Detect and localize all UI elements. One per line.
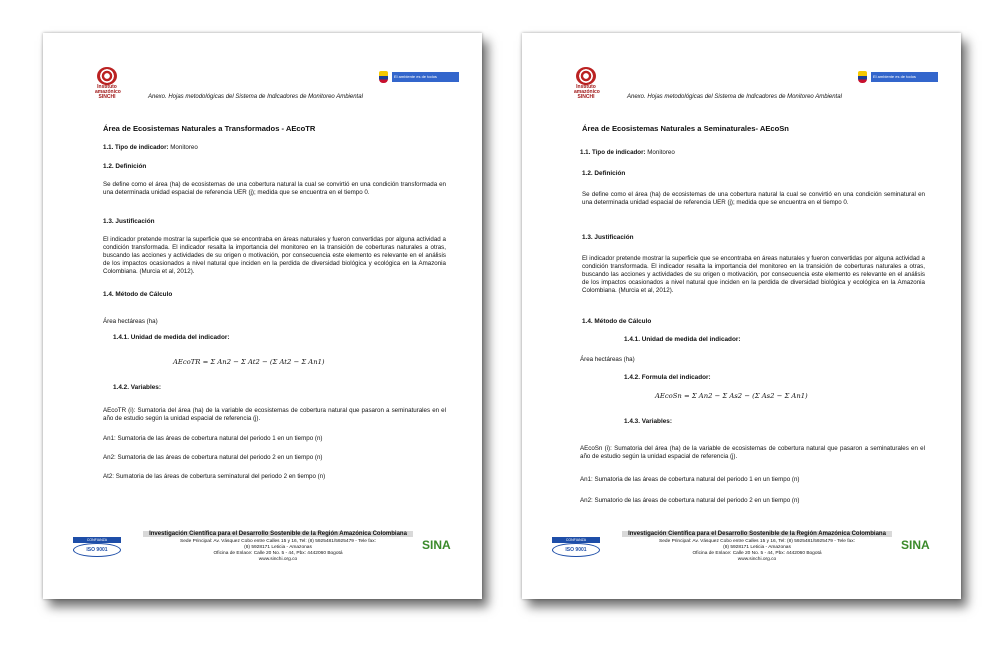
sina-logo: SINA (422, 538, 451, 552)
sinchi-emblem-icon (97, 67, 117, 85)
colombia-crest-icon (858, 71, 867, 83)
section-1-3-heading: 1.3. Justificación (103, 218, 155, 225)
section-1-2-heading: 1.2. Definición (582, 170, 626, 177)
footer-address (143, 539, 413, 563)
section-1-4-1-heading: 1.4.1. Unidad de medida del indicador: (113, 334, 230, 341)
justification-text: El indicador pretende mostrar la superficie que se encontraba en áreas naturales y fueron convertidas por alguna actividad a condición transformada. El indicador resalta la importancia del monitoreo en la transición de coberturas naturales a otras, buscando las acciones y actividades de su origen o motivación, por consecuencia este elemento es relevante en el análisis de los impactos ocasionados a nivel natural que inciden en la perdida de diversidad biológica y ecológica en la Amazonia Colombiana. (Murcia et al, 2012). (582, 255, 925, 294)
gov-label: El ambiente es de todos (871, 72, 938, 82)
units-text: Área hectáreas (ha) (103, 318, 158, 325)
variable-2: An1: Sumatoria de las áreas de cobertura natural del periodo 1 en un tiempo (n) (103, 435, 323, 442)
sinchi-logo (574, 67, 598, 103)
section-1-4-2-heading: 1.4.2. Formula del indicador: (624, 374, 711, 381)
document-page-left (43, 33, 482, 599)
formula: AEcoTR = Σ An2 − Σ At2 − (Σ At2 − Σ An1) (173, 358, 325, 366)
sinchi-logo (95, 67, 119, 103)
footer-title: Investigación Científica para el Desarrollo Sostenible de la Región Amazónica Colombiana (143, 531, 413, 537)
page-header-subtitle: Anexo. Hojas metodológicas del Sistema de Indicadores de Monitoreo Ambiental (627, 94, 842, 100)
definition-text: Se define como el área (ha) de ecosistemas de una cobertura natural la cual se convirtió en una condición transformada en una determinada unidad espacial de referencia UER (j); medida que se encuentra en el tiempo 0. (103, 181, 446, 196)
variable-3: An2: Sumatorio de las áreas de cobertura natural del periodo 2 en un tiempo (n) (580, 497, 800, 504)
variable-4: At2: Sumatoria de las áreas de cobertura seminatural del periodo 2 en tiempo (n) (103, 473, 326, 480)
iso-certification-badge (73, 537, 121, 557)
iso-top-label: CONFIANZA (73, 537, 121, 543)
sinchi-emblem-icon (576, 67, 596, 85)
logo-line-2: amazónico (95, 89, 121, 95)
section-1-4-2-heading: 1.4.2. Variables: (113, 384, 161, 391)
section-1-1-label: 1.1. Tipo de indicador: (103, 144, 169, 151)
page-header-subtitle: Anexo. Hojas metodológicas del Sistema de Indicadores de Monitoreo Ambiental (148, 94, 363, 100)
logo-line-2: amazónico (574, 89, 600, 95)
gov-label: El ambiente es de todos (392, 72, 459, 82)
page-footer (552, 531, 941, 573)
document-page-right (522, 33, 961, 599)
variable-1: AEcoTR (i): Sumatoria del área (ha) de la variable de ecosistemas de cobertura natural que pasaron a seminaturales en el año de estudio según la unidad espacial de referencia (j). (103, 407, 446, 422)
variable-3: An2: Sumatoria de las áreas de cobertura natural del periodo 2 en un tiempo (n) (103, 454, 323, 461)
iso-certification-badge (552, 537, 600, 557)
government-logo (379, 70, 459, 84)
colombia-crest-icon (379, 71, 388, 83)
variable-2: An1: Sumatoria de las áreas de cobertura natural del periodo 1 en un tiempo (n) (580, 476, 800, 483)
footer-line-3: Oficina de Enlace: Calle 20 No. 5 - 44, Pbx: 4442060 Bogotá (213, 551, 343, 556)
formula: AEcoSn = Σ An2 − Σ As2 − (Σ As2 − Σ An1) (655, 392, 808, 400)
footer-address (622, 539, 892, 563)
section-1-4-1-heading: 1.4.1. Unidad de medida del indicador: (624, 336, 741, 343)
iso-top-label: CONFIANZA (552, 537, 600, 543)
logo-line-3: SINCHI (98, 94, 116, 100)
section-1-2-heading: 1.2. Definición (103, 163, 147, 170)
footer-title: Investigación Científica para el Desarrollo Sostenible de la Región Amazónica Colombiana (622, 531, 892, 537)
logo-line-3: SINCHI (577, 94, 595, 100)
section-1-1 (103, 144, 446, 152)
section-1-1-value: Monitoreo (645, 149, 675, 156)
logo-line-1: Instituto (576, 84, 596, 90)
units-text: Área hectáreas (ha) (580, 356, 635, 363)
section-1-4-heading: 1.4. Método de Cálculo (103, 291, 173, 298)
section-1-1-label: 1.1. Tipo de indicador: (580, 149, 646, 156)
sina-logo: SINA (901, 538, 930, 552)
footer-line-3: Oficina de Enlace: Calle 20 No. 5 - 44, Pbx: 4442060 Bogotá (692, 551, 822, 556)
section-1-4-heading: 1.4. Método de Cálculo (582, 318, 652, 325)
footer-line-4: www.sinchi.org.co (737, 557, 777, 562)
variable-1: AEcoSn (i): Sumatoria del área (ha) de la variable de ecosistemas de cobertura natural que pasaron a seminaturales en el año de estudio según la unidad espacial de referencia (j). (580, 445, 925, 460)
footer-line-4: www.sinchi.org.co (258, 557, 298, 562)
section-1-4-3-heading: 1.4.3. Variables: (624, 418, 672, 425)
government-logo (858, 70, 938, 84)
footer-line-1: Sede Principal: Av. Vásquez Cobo entre Calles 15 y 16, Tel: (8) 5925481/5925479 - Tele fax: (180, 539, 376, 544)
iso-label: ISO 9001 (552, 543, 600, 557)
iso-label: ISO 9001 (73, 543, 121, 557)
justification-text: El indicador pretende mostrar la superficie que se encontraba en áreas naturales y fueron convertidas por alguna actividad a condición transformada. El indicador resalta la importancia del monitoreo en la transición de coberturas naturales a otras, buscando las acciones y actividades de su origen o motivación, por consecuencia este elemento es relevante en el análisis de los impactos ocasionados a nivel natural que inciden en la perdida de diversidad biológica y ecológica en la Amazonia Colombiana. (Murcia et al, 2012). (103, 236, 446, 275)
indicator-title: Área de Ecosistemas Naturales a Transformados - AEcoTR (103, 124, 316, 133)
logo-line-1: Instituto (97, 84, 117, 90)
definition-text: Se define como el área (ha) de ecosistemas de una cobertura natural la cual se convirtió en una condición seminatural en una determinada unidad espacial de referencia UER (j); medida que se encuentra en el tiempo 0. (582, 191, 925, 206)
footer-line-2: (8) 5928171 Leticia - Amazonas (723, 545, 791, 550)
page-footer (73, 531, 462, 573)
footer-line-1: Sede Principal: Av. Vásquez Cobo entre Calles 15 y 16, Tel: (8) 5925481/5925479 - Tele fax: (659, 539, 855, 544)
section-1-1 (580, 149, 925, 157)
section-1-1-value: Monitoreo (168, 144, 198, 151)
indicator-title: Área de Ecosistemas Naturales a Seminaturales- AEcoSn (582, 124, 789, 133)
footer-line-2: (8) 5928171 Leticia - Amazonas (244, 545, 312, 550)
section-1-3-heading: 1.3. Justificación (582, 234, 634, 241)
